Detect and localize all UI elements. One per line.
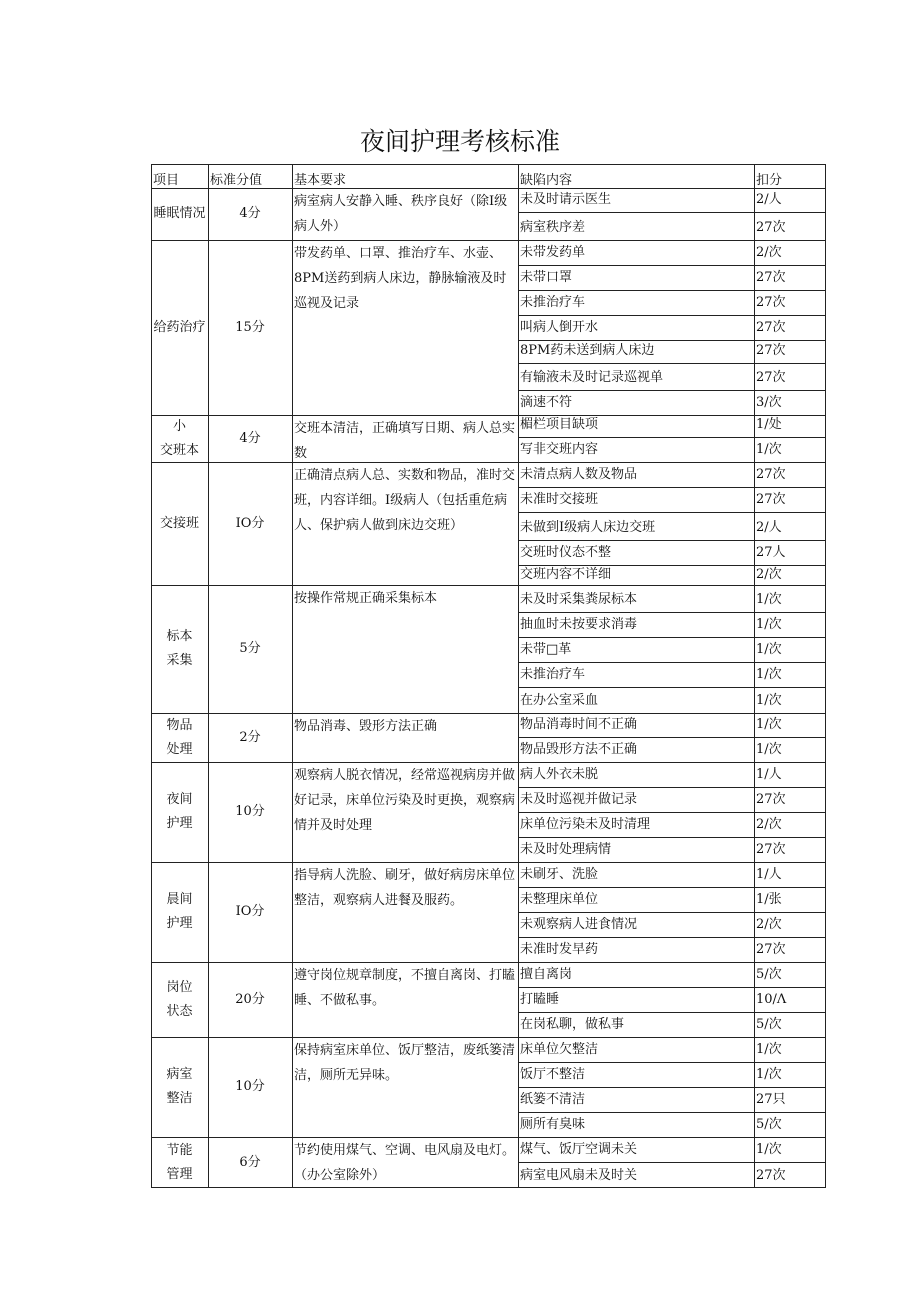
defect-deduction: 1/次 [756,1067,782,1082]
section-score: IO分 [235,904,265,919]
defect-text: 病人外衣未脱 [520,767,599,782]
defect-deduction: 1/次 [756,1042,782,1057]
section-requirement: 带发药单、口罩、推治疗车、水壶、8PM送药到病人床边，静脉输液及时巡视及记录 [294,246,507,311]
page-title: 夜间护理考核标准 [359,127,560,156]
section-requirement: 物品消毒、毁形方法正确 [294,719,438,734]
defect-deduction: 1/次 [756,667,782,682]
section-score: 10分 [235,804,265,819]
defect-text: 打瞌睡 [520,992,560,1007]
section-item: 小 交班本 [159,418,199,458]
section-requirement: 观察病人脱衣情况，经常巡视病房并做好记录，床单位污染及时更换，观察病情并及时处理 [294,768,516,833]
defect-text: 未准时交接班 [520,492,599,507]
defect-text: 有输液未及时记录巡视单 [520,370,664,385]
defect-text: 未带口罩 [520,270,573,285]
defect-deduction: 2/次 [756,917,782,932]
defect-text: 未做到I级病人床边交班 [520,520,656,535]
defect-deduction: 2/人 [756,520,782,535]
section-item: 晨间 护理 [166,892,193,931]
defect-deduction: 2/次 [756,567,782,582]
defect-deduction: 1/张 [756,892,782,907]
section-score: 15分 [235,319,265,335]
defect-text: 床单位欠整洁 [520,1042,599,1057]
defect-deduction: 27次 [756,792,786,807]
defect-deduction: 27次 [756,467,786,482]
header-requirement: 基本要求 [294,173,347,188]
defect-deduction: 1/次 [756,717,782,732]
defect-text: 未清点病人数及物品 [520,467,638,482]
defect-text: 在办公室采血 [520,693,599,708]
defect-text: 病室电风扇未及时关 [520,1168,638,1183]
section-item: 病室 整洁 [166,1067,193,1106]
defect-deduction: 2/次 [756,245,782,260]
defect-text: 未带发药单 [520,245,586,260]
defect-deduction: 2/人 [756,192,782,207]
section-item: 标本 采集 [166,629,193,668]
defect-text: 饭厅不整洁 [520,1067,586,1082]
defect-deduction: 27次 [756,320,786,335]
section-requirement: 交班本清洁，正确填写日期、病人总实数 [294,421,516,461]
header-defect: 缺陷内容 [520,173,573,188]
defect-deduction: 27次 [756,1168,786,1183]
defect-text: 写非交班内容 [520,442,599,457]
defect-deduction: 1/次 [756,1142,782,1157]
defect-deduction: 27次 [756,343,786,358]
defect-text: 滴速不符 [520,395,573,410]
defect-text: 未准时发早药 [520,942,599,957]
defect-text: 交班内容不详细 [520,567,612,582]
defect-text: 物品毁形方法不正确 [520,742,638,757]
defect-text: 煤气、饭厅空调未关 [520,1142,638,1157]
header-deduction: 扣分 [756,173,783,188]
section-requirement: 遵守岗位规章制度，不擅自离岗、打瞌睡、不做私事。 [294,968,516,1008]
section-item: 节能 管理 [166,1142,193,1182]
defect-text: 纸篓不清洁 [520,1092,586,1107]
defect-deduction: 27次 [756,842,786,857]
header-item: 项目 [153,173,180,188]
section-score: 4分 [239,206,261,221]
defect-deduction: 5/次 [756,1117,782,1132]
section-score: 20分 [235,991,265,1007]
defect-deduction: 27次 [756,942,786,957]
defect-text: 交班时仪态不整 [520,545,612,560]
defect-deduction: 5/次 [756,1017,782,1032]
defect-deduction: 27次 [756,270,786,285]
defect-deduction: 3/次 [756,395,782,410]
defect-deduction: 27次 [756,370,786,385]
defect-deduction: 1/次 [756,442,782,457]
section-requirement: 按操作常规正确采集标本 [294,591,438,606]
section-item: 物品 处理 [166,717,193,757]
defect-deduction: 1/处 [756,417,782,432]
defect-text: 在岗私聊，做私事 [520,1017,625,1032]
defect-text: 未带□革 [520,642,572,657]
defect-text: 楣栏项目缺项 [520,417,599,432]
header-score: 标准分值 [210,173,263,188]
section-item: 夜间 护理 [166,792,193,831]
defect-text: 未及时请示医生 [520,192,612,207]
section-requirement: 正确清点病人总、实数和物品，准时交班，内容详细。I级病人（包括重危病人、保护病人做到床边交班） [294,468,516,533]
defect-deduction: 27人 [756,545,786,560]
section-item: 睡眠情况 [153,206,206,221]
defect-text: 未刷牙、洗脸 [520,867,599,882]
defect-deduction: 27次 [756,220,786,235]
section-score: 4分 [239,430,261,446]
defect-text: 未整理床单位 [520,892,599,907]
defect-deduction: 1/人 [756,767,782,782]
defect-deduction: 1/人 [756,867,782,882]
defect-text: 病室秩序差 [520,220,586,235]
section-score: 5分 [239,641,261,656]
defect-text: 物品消毒时间不正确 [520,717,638,732]
defect-deduction: 1/次 [756,617,782,632]
defect-text: 叫病人倒开水 [520,320,599,335]
defect-text: 未推治疗车 [520,667,586,682]
defect-deduction: 10/Λ [756,992,787,1007]
defect-text: 擅自离岗 [520,967,573,982]
section-requirement: 指导病人洗脸、刷牙，做好病房床单位整洁，观察病人进餐及服药。 [294,868,516,908]
section-requirement: 保持病室床单位、饭厅整洁，废纸篓清洁，厕所无异味。 [294,1043,516,1083]
defect-deduction: 1/次 [756,642,782,657]
defect-text: 未及时处理病情 [520,842,612,857]
defect-deduction: 1/次 [756,592,782,607]
defect-deduction: 27次 [756,492,786,507]
defect-deduction: 27只 [756,1092,786,1107]
section-score: IO分 [235,515,265,531]
defect-text: 8PM药未送到病人床边 [520,343,655,358]
defect-text: 未推治疗车 [520,295,586,310]
defect-deduction: 27次 [756,295,786,310]
section-requirement: 病室病人安静入睡、秩序良好（除I级病人外） [294,194,508,234]
section-item: 交接班 [159,515,199,531]
defect-text: 厕所有臭味 [520,1117,586,1132]
section-item: 给药治疗 [153,319,206,335]
defect-deduction: 5/次 [756,967,782,982]
defect-text: 床单位污染未及时清理 [520,817,651,832]
defect-deduction: 2/次 [756,817,782,832]
section-score: 10分 [235,1079,265,1094]
section-score: 2分 [239,729,261,745]
defect-text: 未观察病人进食情况 [520,917,638,932]
defect-text: 抽血时未按要求消毒 [520,617,638,632]
assessment-table [151,164,826,1188]
defect-text: 未及时采集粪尿标本 [520,592,638,607]
defect-deduction: 1/次 [756,742,782,757]
defect-deduction: 1/次 [756,693,782,708]
section-requirement: 节约使用煤气、空调、电风扇及电灯。（办公室除外） [294,1143,516,1183]
section-item: 岗位 状态 [166,979,193,1019]
section-score: 6分 [239,1154,261,1170]
defect-text: 未及时巡视并做记录 [520,792,638,807]
